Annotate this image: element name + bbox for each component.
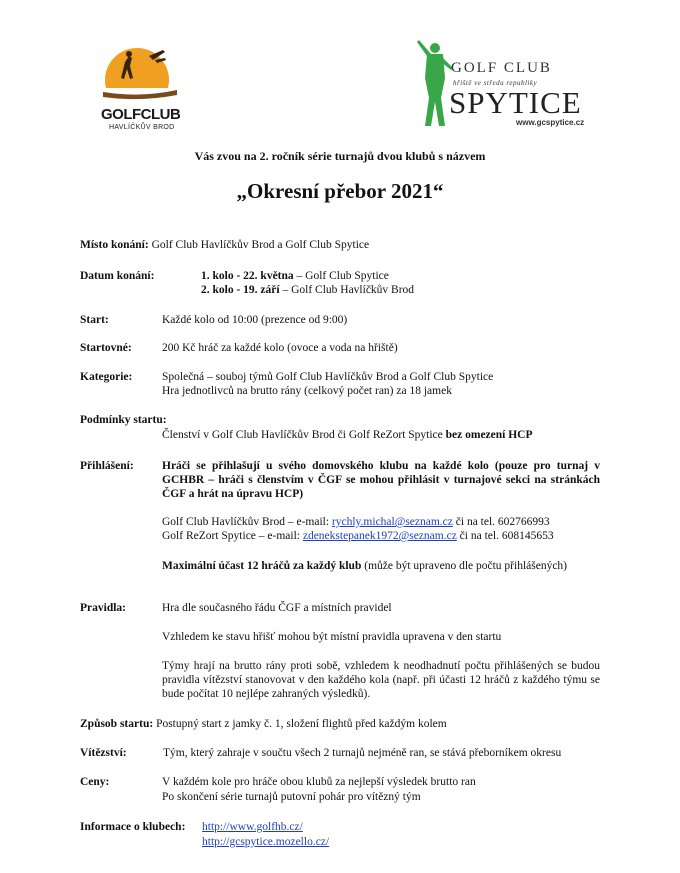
misto-text: Golf Club Havlíčkův Brod a Golf Club Spytice <box>151 239 370 251</box>
zpusob-label: Způsob startu: <box>80 718 154 730</box>
email-link-spytice[interactable]: zdenekstepanek1972@seznam.cz <box>302 530 457 542</box>
golfclub-spytice-logo <box>415 38 600 130</box>
logo-right-website: www.gcspytice.cz <box>516 118 585 127</box>
datum-r1-venue: – Golf Club Spytice <box>293 270 389 282</box>
datum-r1-date: 1. kolo - 22. května <box>201 270 294 282</box>
link-gcspytice[interactable]: http://gcspytice.mozello.cz/ <box>202 836 330 848</box>
datum-round-1 <box>201 269 389 283</box>
logo-right-golf-club: GOLF CLUB <box>451 60 552 76</box>
logo-left-sub: HAVLÍČKŮV BROD <box>109 124 175 131</box>
email-link-havlickuv-brod[interactable]: rychly.michal@seznam.cz <box>331 516 453 528</box>
start-text: Každé kolo od 10:00 (prezence od 9:00) <box>162 314 348 326</box>
logo-right-name: SPYTICE <box>449 85 582 120</box>
kategorie-line-1: Společná – souboj týmů Golf Club Havlíčkův Brod a Golf Club Spytice <box>162 371 494 383</box>
pravidla-label: Pravidla: <box>80 602 126 614</box>
page-title: „Okresní přebor 2021“ <box>236 179 444 203</box>
contact-havlickuv-brod <box>162 515 550 529</box>
startovne-label: Startovné: <box>80 342 132 354</box>
section-misto <box>80 238 620 252</box>
zpusob-text: Postupný start z jamky č. 1, složení flightů před každým kolem <box>156 718 447 730</box>
vitezstvi-label: Vítězství: <box>80 747 127 759</box>
podminky-bold: bez omezení HCP <box>445 429 533 441</box>
contact-hb-text: Golf Club Havlíčkův Brod – e-mail: <box>162 516 332 528</box>
datum-r2-venue: – Golf Club Havlíčkův Brod <box>279 284 415 296</box>
datum-label: Datum konání: <box>80 270 155 282</box>
kategorie-label: Kategorie: <box>80 371 133 383</box>
prihlaseni-label: Přihlášení: <box>80 460 134 472</box>
contact-spytice <box>162 529 554 543</box>
ceny-line-1: V každém kole pro hráče obou klubů za nejlepší výsledek brutto ran <box>162 776 476 788</box>
podminky-body: Členství v Golf Club Havlíčkův Brod či Golf ReZort Spytice <box>162 429 446 441</box>
ceny-label: Ceny: <box>80 776 110 788</box>
contact-sp-tel: či na tel. 608145653 <box>456 530 554 542</box>
informace-label: Informace o klubech: <box>80 821 186 833</box>
pravidla-p3: Týmy hrají na brutto rány proti sobě, vzhledem k neodhadnutí počtu přihlášených se budou pravidla vítězství stanovovat v den každého kola (např. při účasti 12 hráčů z každého týmu se bude počítat 10 nejlépe zahraných výsledků). <box>162 660 600 700</box>
datum-round-2 <box>201 283 414 297</box>
vitezstvi-text: Tým, který zahraje v součtu všech 2 turnajů nejméně ran, se stává přeborníkem okresu <box>163 747 562 759</box>
section-zpusob <box>80 717 447 731</box>
startovne-text: 200 Kč hráč za každé kolo (ovoce a voda na hřiště) <box>162 342 398 354</box>
max-ucast-rest: (může být upraveno dle počtu přihlášených) <box>361 560 568 572</box>
pravidla-p2: Vzhledem ke stavu hřišť mohou být místní pravidla upravena v den startu <box>162 631 502 643</box>
ceny-line-2: Po skončení série turnajů putovní pohár pro vítězný tým <box>162 791 421 803</box>
logo-left-name: GOLFCLUB <box>101 106 181 123</box>
kategorie-line-2: Hra jednotlivců na brutto rány (celkový počet ran) za 18 jamek <box>162 385 452 397</box>
contact-sp-text: Golf ReZort Spytice – e-mail: <box>162 530 303 542</box>
golfer-sun-icon <box>95 40 185 110</box>
golfclub-havlickuv-brod-logo <box>95 40 185 135</box>
prihlaseni-para-1: Hráči se přihlašují u svého domovského klubu na každé kolo (pouze pro turnaj v GCHBR – hráči s členstvím v ČGF se mohou přihlásit v turnajové sekci na stránkách ČGF a hrát na úpravu HCP) <box>162 460 600 500</box>
pravidla-p1: Hra dle současného řádu ČGF a místních pravidel <box>162 602 392 614</box>
misto-label: Místo konání: <box>80 239 149 251</box>
contact-hb-tel: či na tel. 602766993 <box>452 516 550 528</box>
max-ucast <box>162 559 600 573</box>
intro-text: Vás zvou na 2. ročník série turnajů dvou klubů s názvem <box>194 149 486 163</box>
podminky-text <box>162 428 533 442</box>
logo-right-tagline: hřiště ve středu republiky <box>453 79 538 87</box>
podminky-label: Podmínky startu: <box>80 414 167 426</box>
datum-r2-date: 2. kolo - 19. září <box>201 284 280 296</box>
max-ucast-bold: Maximální účast 12 hráčů za každý klub <box>162 560 362 572</box>
start-label: Start: <box>80 314 109 326</box>
link-golfhb[interactable]: http://www.golfhb.cz/ <box>202 821 303 833</box>
